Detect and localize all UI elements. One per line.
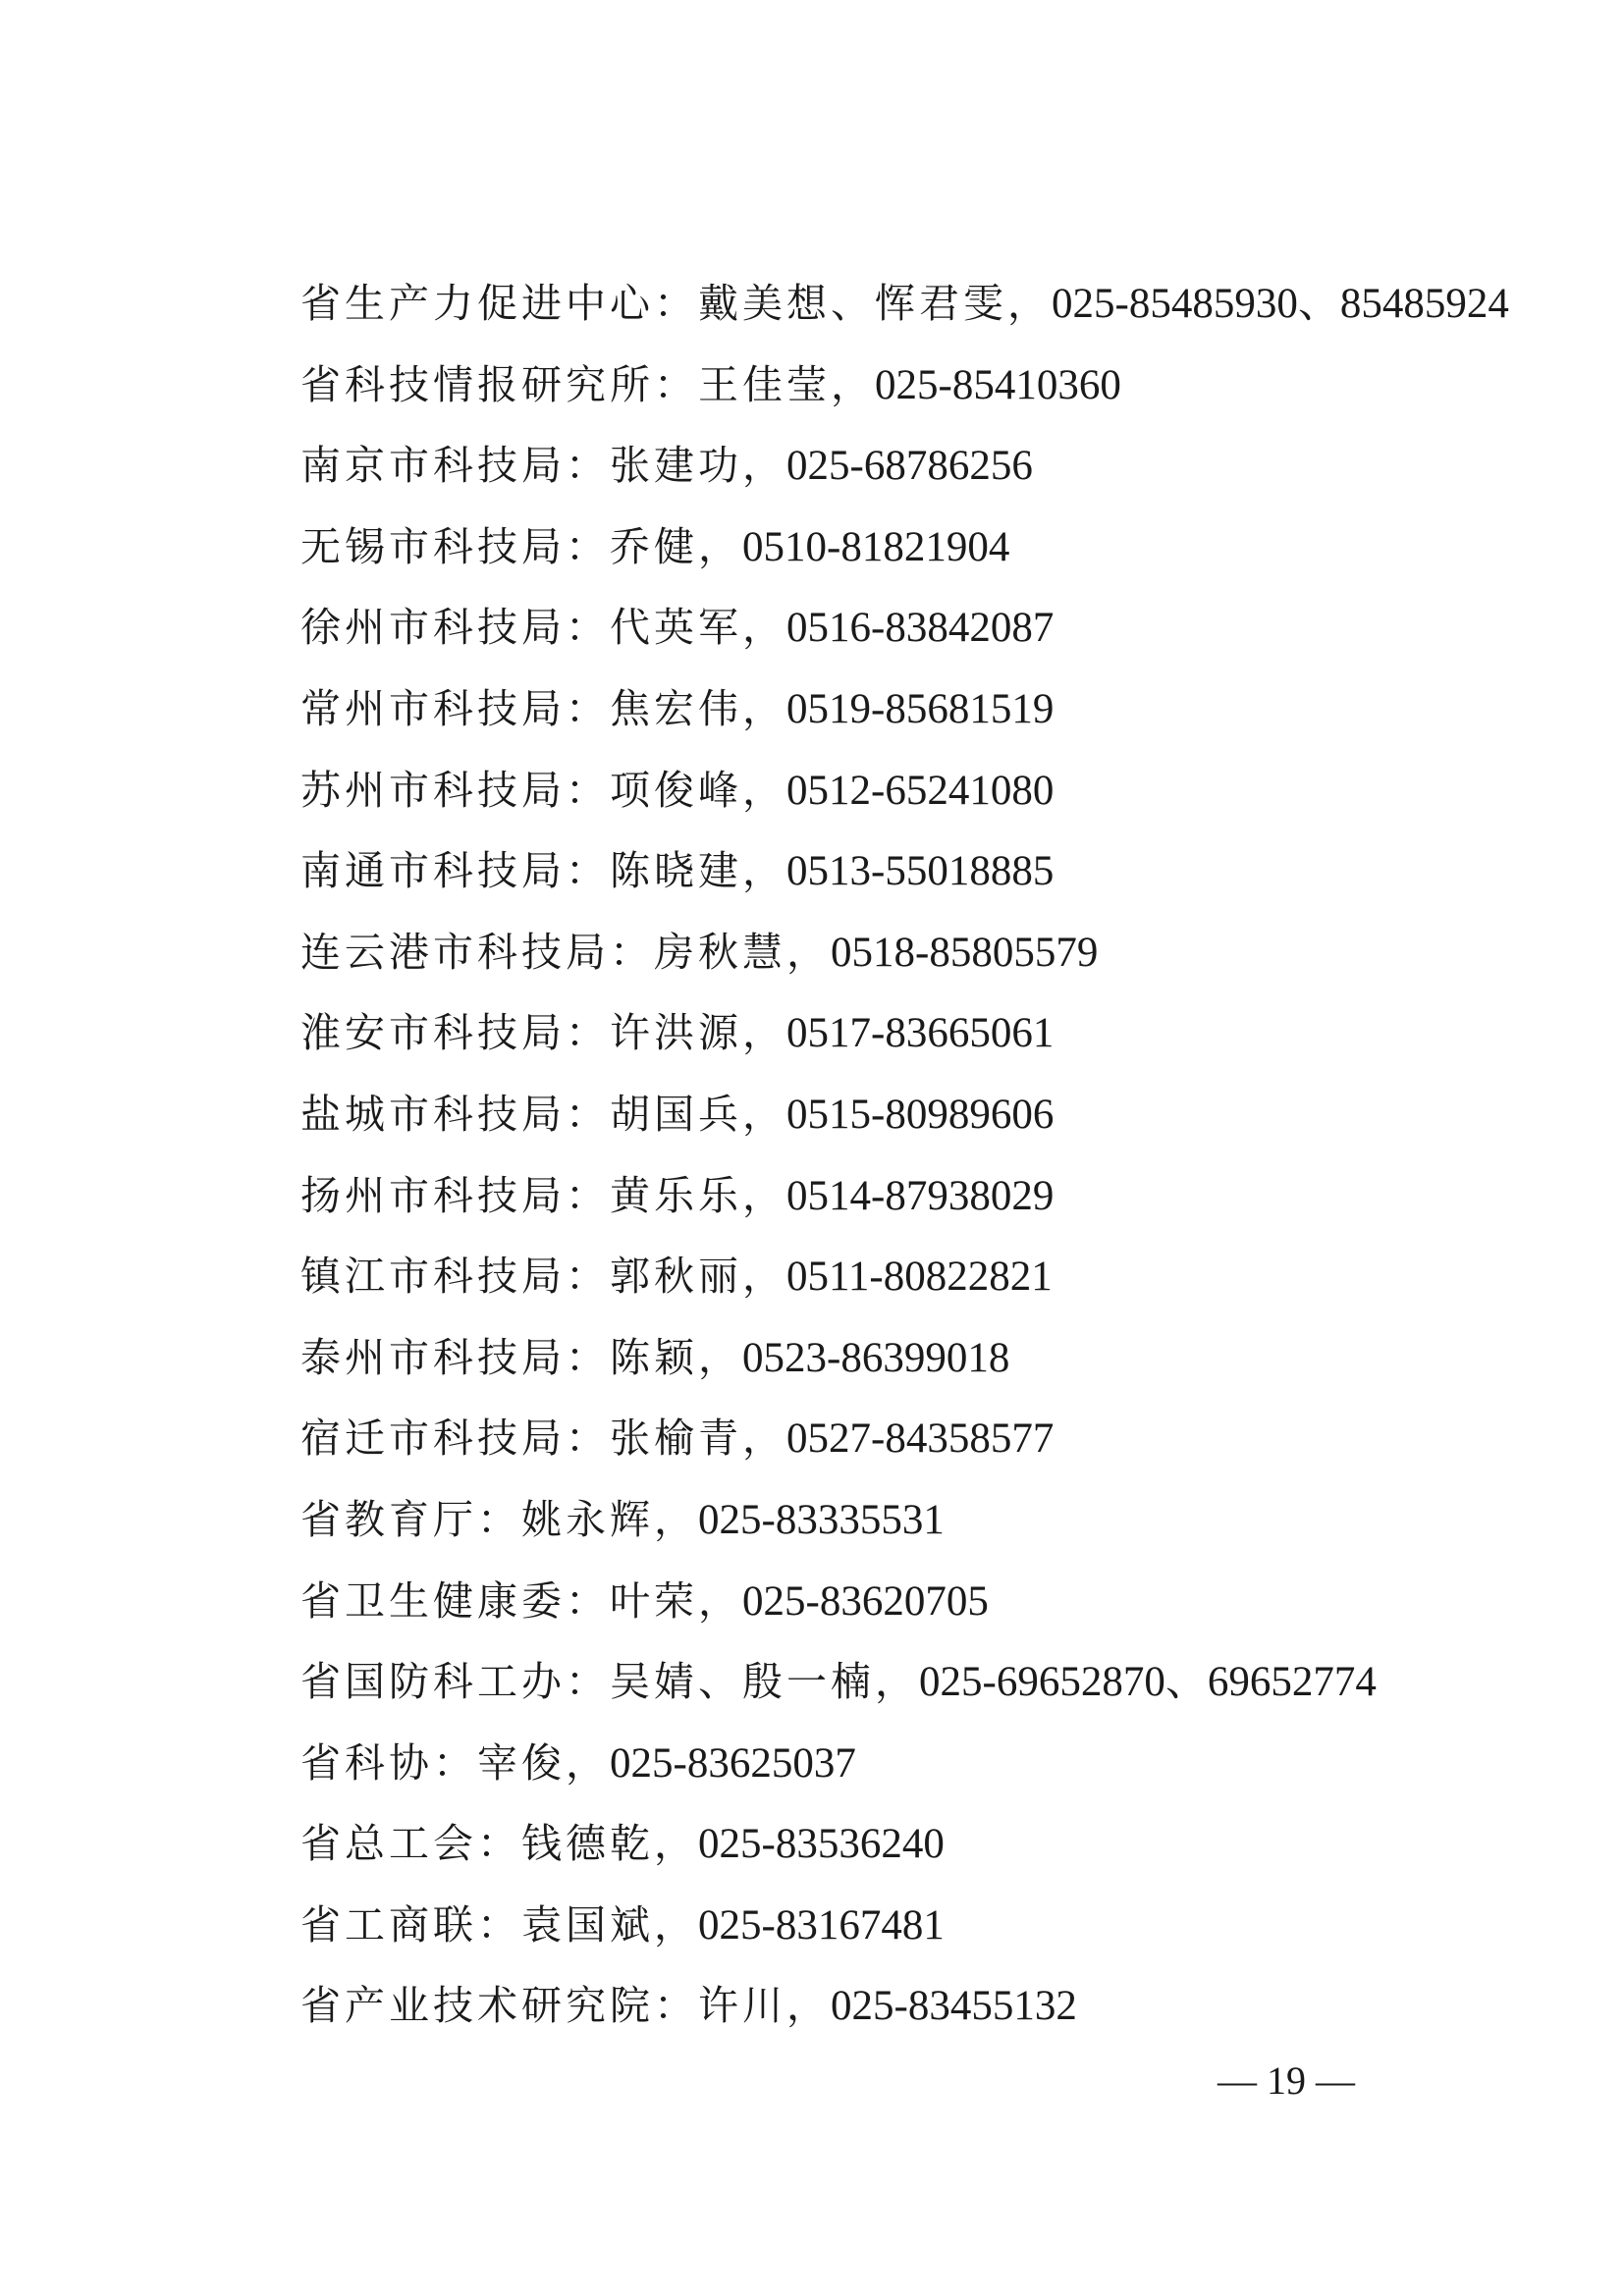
contact-phone: 025-69652870、69652774: [919, 1659, 1377, 1706]
contact-phone: 0523-86399018: [742, 1334, 1010, 1381]
contact-unit: 常州市科技局：: [300, 684, 610, 732]
contact-unit: 盐城市科技局：: [300, 1090, 610, 1138]
contact-phone: 0517-83665061: [786, 1010, 1055, 1057]
contact-person: 陈晓建，: [610, 847, 786, 895]
contact-person: 代英军，: [610, 604, 786, 652]
contact-unit: 省教育厅：: [300, 1495, 521, 1543]
contact-phone: 0515-80989606: [786, 1091, 1055, 1138]
contact-person: 陈颖，: [610, 1333, 742, 1381]
contact-line: [300, 1479, 1518, 1561]
contact-phone: 0511-80822821: [786, 1254, 1053, 1301]
contact-unit: 省国防科工办：: [300, 1658, 610, 1706]
contact-person: 胡国兵，: [610, 1090, 786, 1138]
contact-person: 郭秋丽，: [610, 1253, 786, 1301]
contact-person: 钱德乾，: [521, 1820, 698, 1868]
contact-person: 许川，: [698, 1982, 831, 2030]
contact-phone: 0514-87938029: [786, 1172, 1055, 1219]
contact-phone: 0518-85805579: [831, 929, 1099, 976]
contact-unit: 省卫生健康委：: [300, 1576, 610, 1625]
contact-line: [300, 750, 1518, 831]
contact-phone: 025-85485930、85485924: [1052, 281, 1509, 327]
contact-line: [300, 668, 1518, 750]
contact-line: [300, 1155, 1518, 1237]
contact-person: 项俊峰，: [610, 766, 786, 814]
contact-person: 袁国斌，: [521, 1900, 698, 1949]
contact-person: 房秋慧，: [654, 928, 831, 976]
contact-unit: 徐州市科技局：: [300, 604, 610, 652]
contact-unit: 省工商联：: [300, 1900, 521, 1949]
contact-phone: 025-68786256: [786, 443, 1033, 490]
contact-unit: 省生产力促进中心：: [300, 280, 698, 327]
contact-person: 黄乐乐，: [610, 1171, 786, 1219]
contact-phone: 0519-85681519: [786, 685, 1055, 732]
contact-line: [300, 1317, 1518, 1399]
contact-unit: 省科技情报研究所：: [300, 360, 698, 408]
contact-line: [300, 1561, 1518, 1642]
contact-unit: 苏州市科技局：: [300, 766, 610, 814]
contact-phone: 025-85410360: [875, 361, 1121, 408]
contact-person: 叶荣，: [610, 1576, 742, 1625]
contact-line: [300, 1965, 1518, 2047]
contact-phone: 025-83455132: [831, 1983, 1077, 2030]
contact-unit: 省产业技术研究院：: [300, 1982, 698, 2030]
contact-unit: 淮安市科技局：: [300, 1009, 610, 1057]
contact-person: 吴婧、殷一楠，: [610, 1658, 919, 1706]
contact-phone: 0512-65241080: [786, 767, 1055, 814]
contact-person: 乔健，: [610, 522, 742, 570]
contact-line: [300, 1803, 1518, 1885]
contact-person: 许洪源，: [610, 1009, 786, 1057]
contact-person: 姚永辉，: [521, 1495, 698, 1543]
contact-person: 张榆青，: [610, 1415, 786, 1463]
contact-unit: 连云港市科技局：: [300, 928, 654, 976]
contact-unit: 省总工会：: [300, 1820, 521, 1868]
contact-unit: 南通市科技局：: [300, 847, 610, 895]
contact-unit: 扬州市科技局：: [300, 1171, 610, 1219]
contact-person: 张建功，: [610, 442, 786, 490]
contact-line: [300, 992, 1518, 1074]
contact-phone: 0510-81821904: [742, 523, 1010, 570]
contact-unit: 南京市科技局：: [300, 442, 610, 490]
contact-line: [300, 1398, 1518, 1479]
contact-phone: 025-83536240: [698, 1821, 945, 1868]
contact-list: [300, 263, 1518, 2047]
contact-person: 戴美想、恽君雯，: [698, 280, 1052, 327]
contact-line: [300, 912, 1518, 993]
contact-line: [300, 1074, 1518, 1155]
contact-phone: 0513-55018885: [786, 848, 1055, 895]
contact-line: [300, 425, 1518, 507]
contact-person: 宰俊，: [477, 1738, 610, 1787]
contact-person: 王佳莹，: [698, 360, 875, 408]
contact-phone: 025-83335531: [698, 1496, 945, 1543]
contact-phone: 0516-83842087: [786, 605, 1055, 652]
contact-phone: 025-83167481: [698, 1901, 945, 1949]
contact-line: [300, 1723, 1518, 1804]
contact-unit: 泰州市科技局：: [300, 1333, 610, 1381]
contact-line: [300, 263, 1518, 345]
contact-line: [300, 345, 1518, 426]
contact-phone: 025-83620705: [742, 1577, 989, 1625]
contact-line: [300, 1885, 1518, 1966]
contact-phone: 0527-84358577: [786, 1415, 1055, 1463]
contact-unit: 镇江市科技局：: [300, 1253, 610, 1301]
contact-line: [300, 507, 1518, 588]
contact-line: [300, 830, 1518, 912]
contact-line: [300, 1236, 1518, 1317]
contact-line: [300, 587, 1518, 668]
contact-unit: 宿迁市科技局：: [300, 1415, 610, 1463]
contact-unit: 无锡市科技局：: [300, 522, 610, 570]
contact-person: 焦宏伟，: [610, 684, 786, 732]
contact-line: [300, 1641, 1518, 1723]
page-number: — 19 —: [1218, 2058, 1355, 2103]
contact-unit: 省科协：: [300, 1738, 477, 1787]
contact-phone: 025-83625037: [610, 1739, 856, 1787]
